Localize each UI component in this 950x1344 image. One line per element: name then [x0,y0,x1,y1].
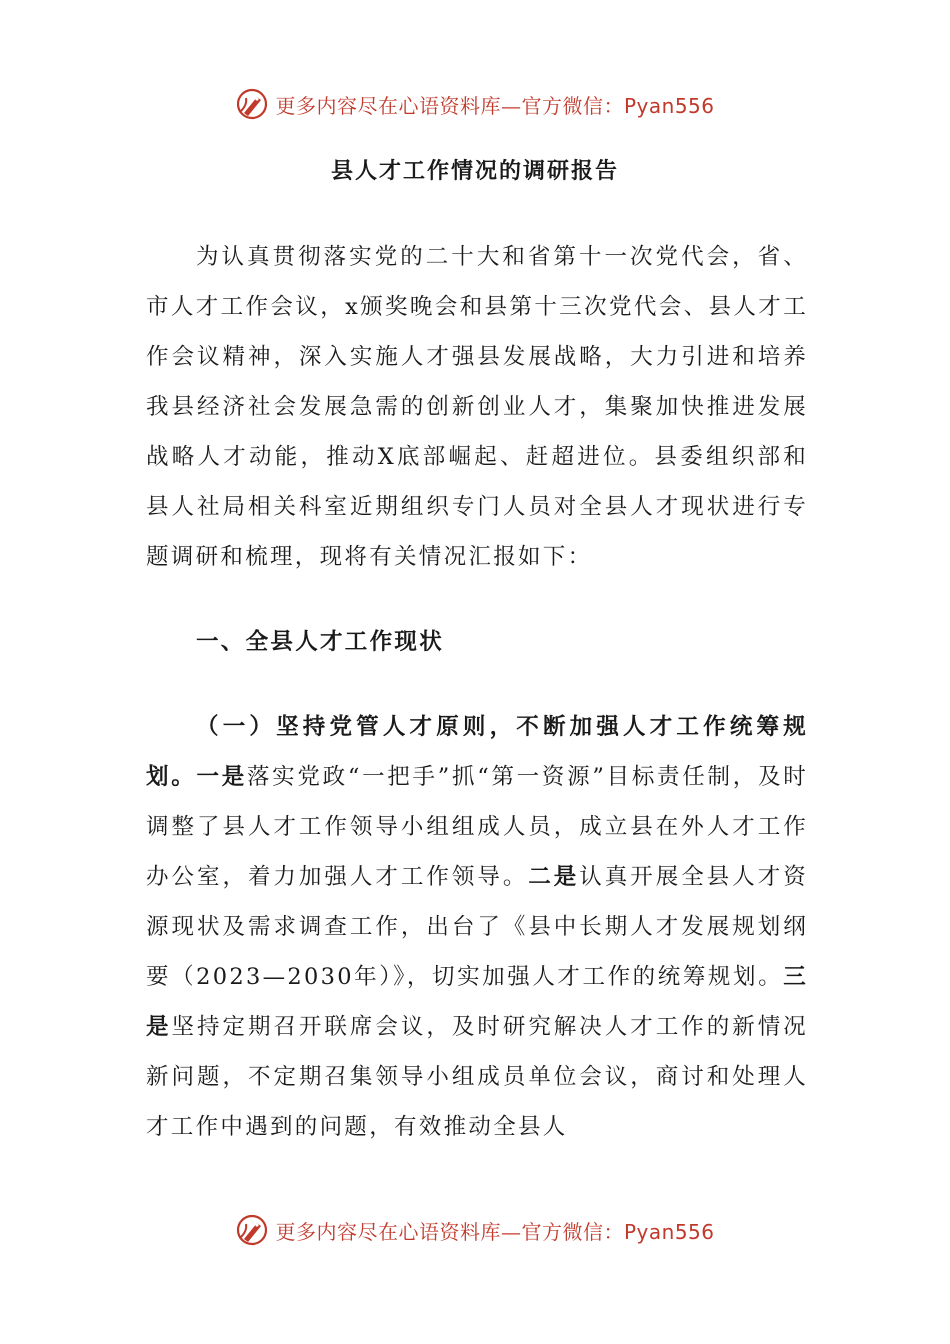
item-text: 坚持定期召开联席会议，及时研究解决人才工作的新情况新问题，不定期召集领导小组成员单位会议，商讨和处理人才工作中遇到的问题，有效推动全县人 [146,1014,808,1140]
subsection-paragraph [146,702,808,1152]
pen-nib-circle-icon [235,1213,269,1247]
item-marker: 三是 [146,964,808,1040]
intro-paragraph: 为认真贯彻落实党的二十大和省第十一次党代会，省、市人才工作会议，x颁奖晚会和县第十三次党代会、县人才工作会议精神，深入实施人才强县发展战略，大力引进和培养我县经济社会发展急需的创新创业人才，集聚加快推进发展战略人才动能，推动X底部崛起、赶超进位。县委组织部和县人社局相关科室近期组织专门人员对全县人才现状进行专题调研和梳理，现将有关情况汇报如下： [146,244,808,570]
section-heading: 一、全县人才工作现状 [196,629,445,655]
footer-watermark [0,1210,950,1250]
item-text: 落实党政“一把手”抓“第一资源”目标责任制，及时调整了县人才工作领导小组组成人员，成立县在外人才工作办公室，着力加强人才工作领导。 [146,764,808,890]
document-title: 县人才工作情况的调研报告 [330,158,619,184]
pen-nib-circle-icon [235,87,269,121]
item-text: 认真开展全县人才资源现状及需求调查工作，出台了《县中长期人才发展规划纲要（2023—2030年）》，切实加强人才工作的统筹规划。 [146,864,808,990]
watermark-text: 更多内容尽在心语资料库—官方微信：Pyan556 [275,93,715,118]
header-watermark [0,84,950,124]
item-marker: 一是 [196,764,247,790]
item-marker: 二是 [528,864,580,890]
watermark-text: 更多内容尽在心语资料库—官方微信：Pyan556 [275,1219,715,1244]
subsection-heading: （一）坚持党管人才原则，不断加强人才工作统筹规划。 [146,714,808,790]
